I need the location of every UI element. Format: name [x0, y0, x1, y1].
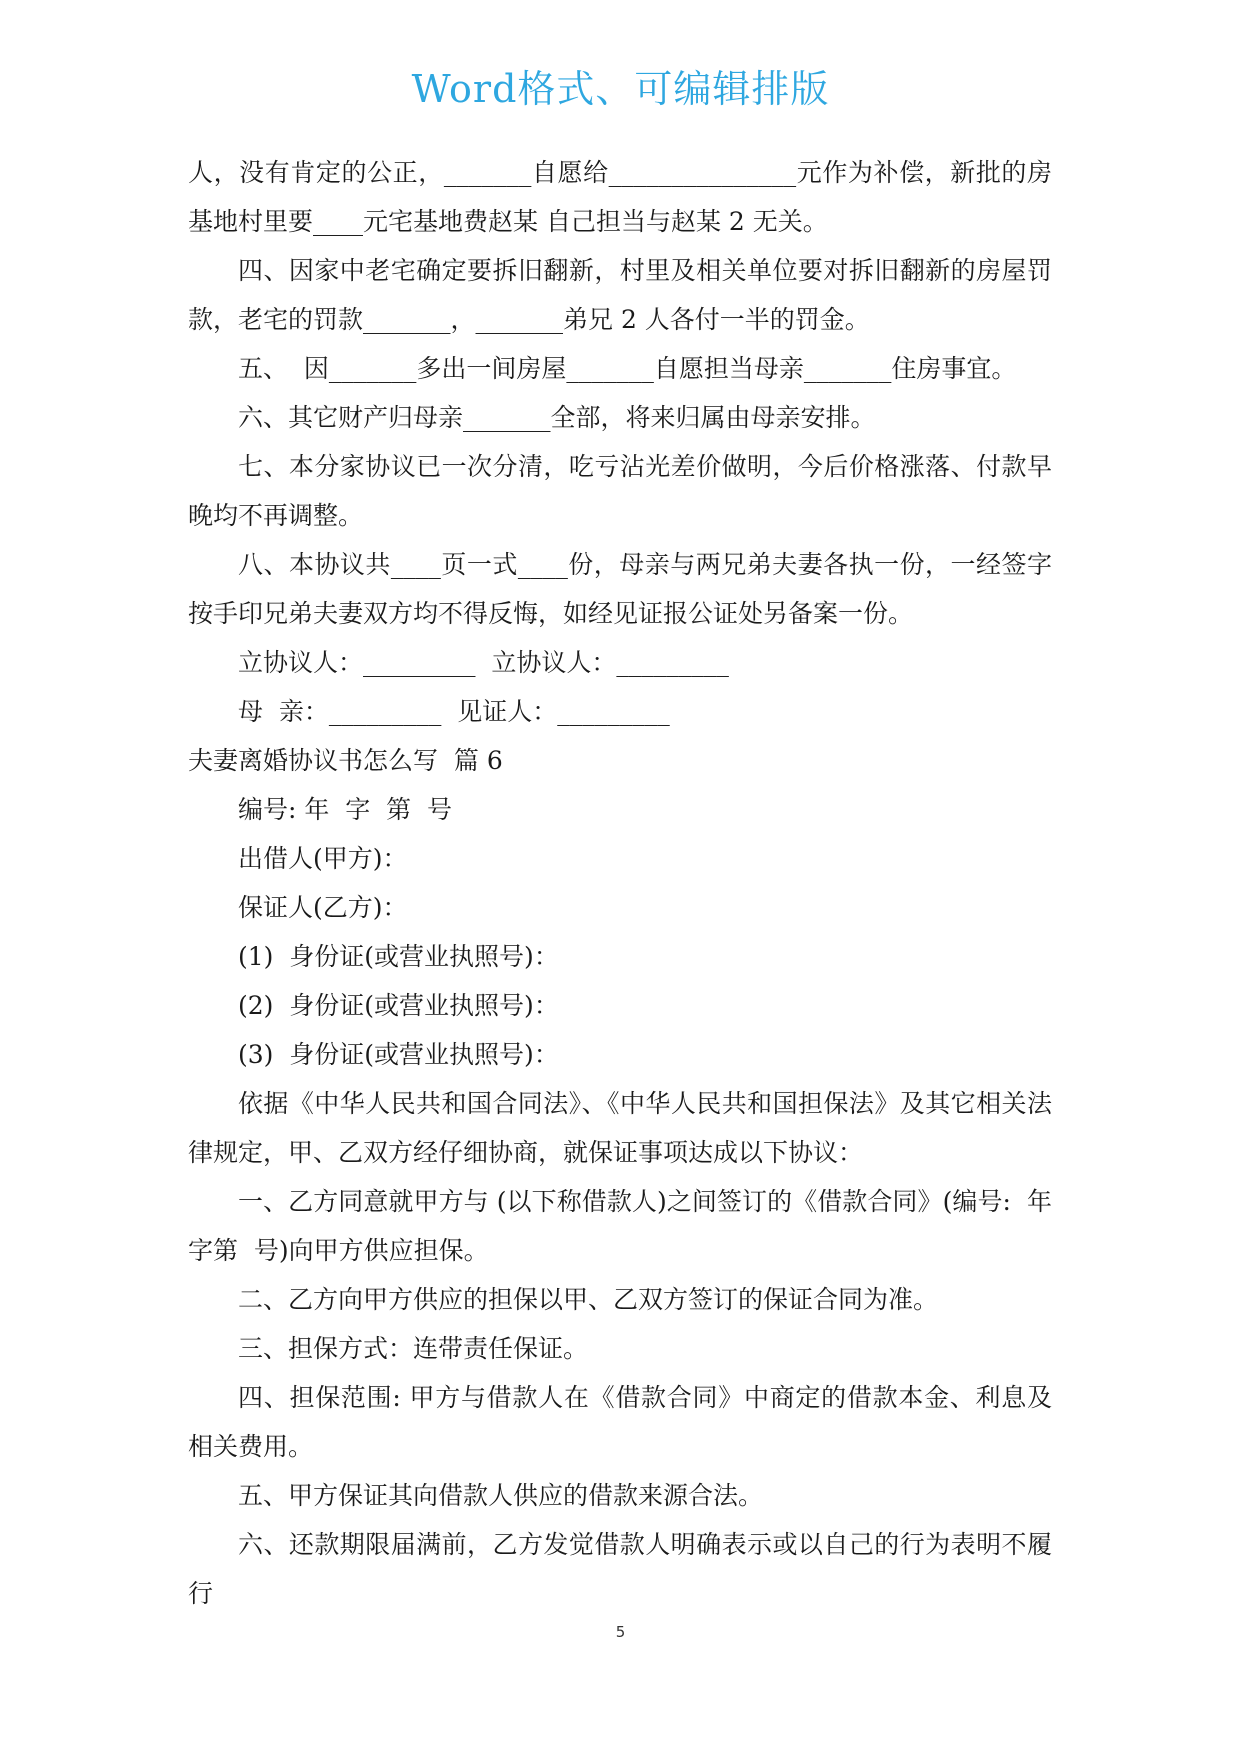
page-header-title: Word格式、可编辑排版	[411, 67, 830, 111]
paragraph: (3) 身份证(或营业执照号)：	[238, 1040, 559, 1069]
paragraph: 人，没有肯定的公正，_______自愿给_______________元作为补偿，新批的房基地村里要____元宅基地费赵某 自己担当与赵某 2 无关。	[188, 158, 1052, 236]
paragraph: 七、本分家协议已一次分清，吃亏沾光差价做明，今后价格涨落、付款早晚均不再调整。	[188, 452, 1052, 530]
paragraph: 一、乙方同意就甲方与 (以下称借款人)之间签订的《借款合同》(编号: 年字第 号)向甲方供应担保。	[188, 1187, 1052, 1265]
signature-line: 母 亲：_________ 见证人：_________	[238, 697, 670, 726]
paragraph: 六、还款期限届满前，乙方发觉借款人明确表示或以自己的行为表明不履行	[188, 1530, 1052, 1608]
paragraph: 三、担保方式：连带责任保证。	[238, 1334, 589, 1363]
signature-line: 立协议人：_________ 立协议人：_________	[238, 648, 729, 677]
paragraph: 二、乙方向甲方供应的担保以甲、乙双方签订的保证合同为准。	[238, 1285, 939, 1314]
paragraph: 八、本协议共____页一式____份，母亲与两兄弟夫妻各执一份，一经签字按手印兄弟夫妻双方均不得反悔，如经见证报公证处另备案一份。	[188, 550, 1052, 628]
paragraph: (2) 身份证(或营业执照号)：	[238, 991, 559, 1020]
paragraph: 四、担保范围: 甲方与借款人在《借款合同》中商定的借款本金、利息及相关费用。	[188, 1383, 1052, 1461]
paragraph: 出借人(甲方)：	[238, 844, 408, 873]
section-heading: 夫妻离婚协议书怎么写 篇 6	[188, 746, 503, 775]
paragraph: 保证人(乙方)：	[238, 893, 408, 922]
paragraph: 编号: 年 字 第 号	[238, 795, 453, 824]
page-number: 5	[615, 1623, 626, 1641]
paragraph: 五、 因_______多出一间房屋_______自愿担当母亲_______住房事宜。	[238, 354, 1017, 383]
paragraph: 四、因家中老宅确定要拆旧翻新，村里及相关单位要对拆旧翻新的房屋罚款，老宅的罚款_______，_______弟兄 2 人各付一半的罚金。	[188, 256, 1052, 334]
document-body	[188, 148, 1052, 1618]
paragraph: 依据《中华人民共和国合同法》、《中华人民共和国担保法》及其它相关法律规定，甲、乙双方经仔细协商，就保证事项达成以下协议：	[188, 1089, 1052, 1167]
paragraph: (1) 身份证(或营业执照号)：	[238, 942, 559, 971]
paragraph: 五、甲方保证其向借款人供应的借款来源合法。	[238, 1481, 764, 1510]
paragraph: 六、其它财产归母亲_______全部，将来归属由母亲安排。	[238, 403, 876, 432]
